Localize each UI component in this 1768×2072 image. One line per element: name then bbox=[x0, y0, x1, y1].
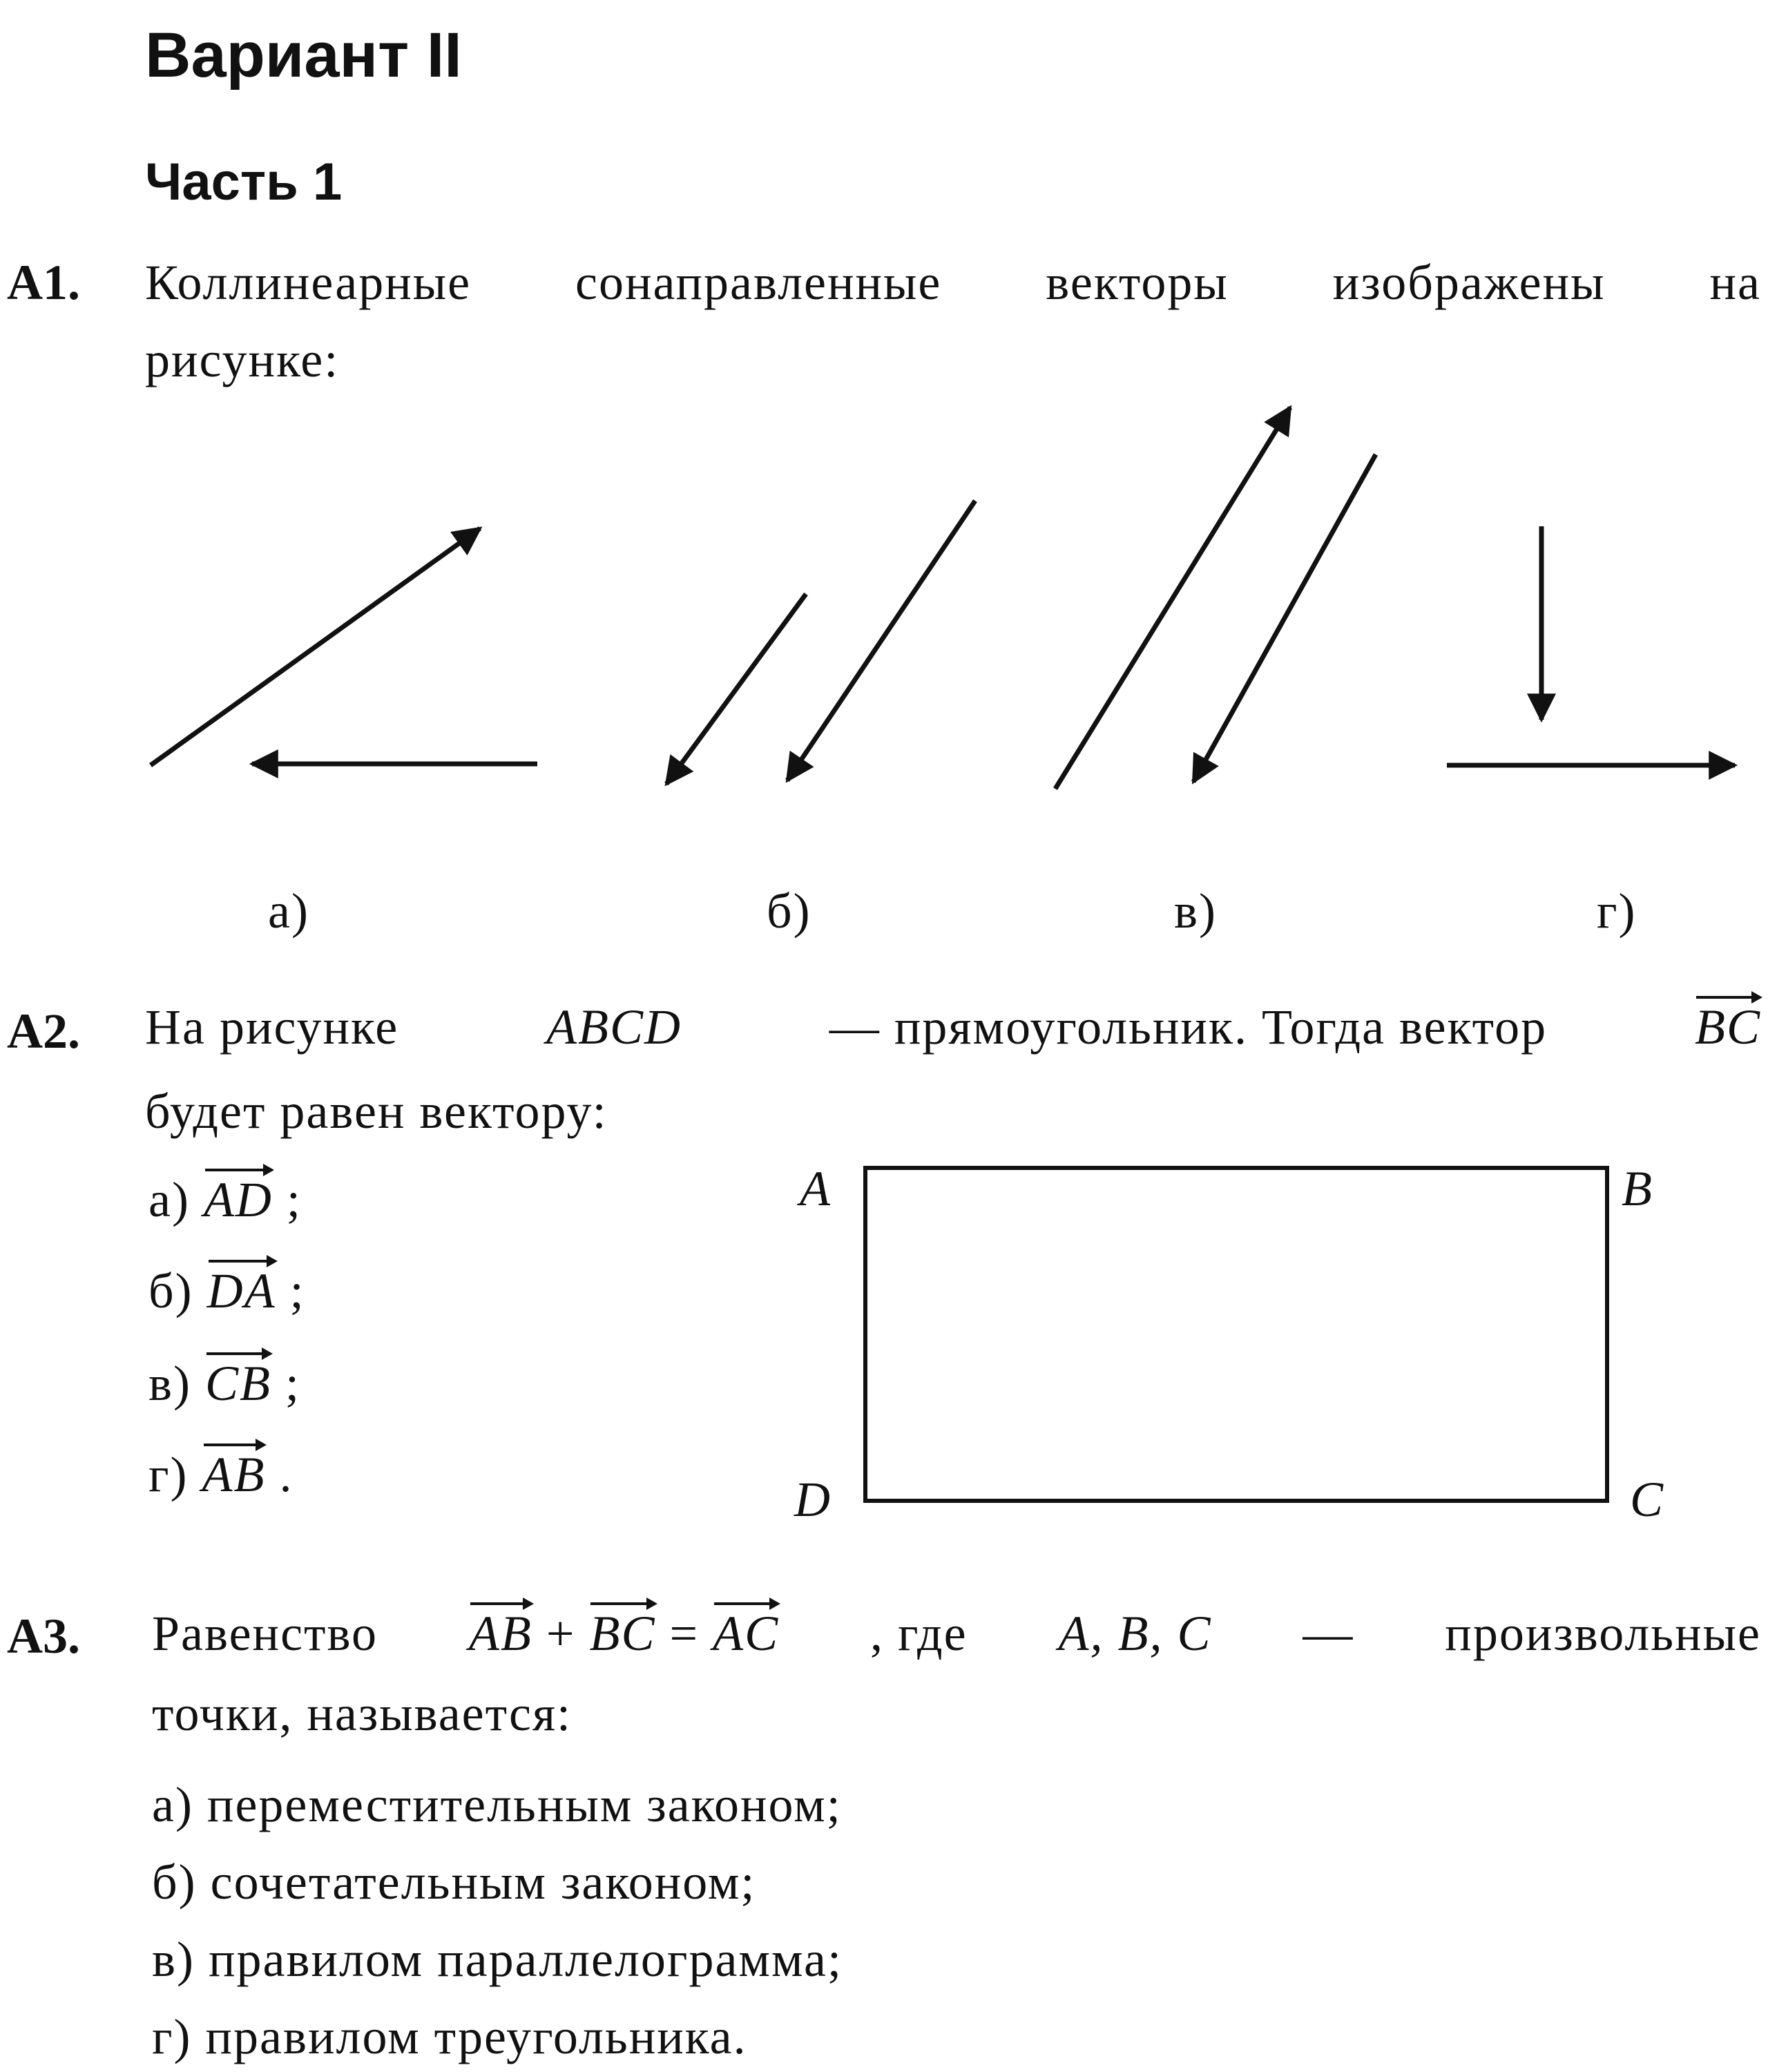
option-label-v: в) bbox=[1174, 883, 1217, 939]
question-a1-number: А1. bbox=[7, 255, 80, 310]
a3-word-end: произвольные bbox=[1445, 1606, 1761, 1661]
a1-word: сонаправленные bbox=[575, 255, 942, 310]
option-vector: AB bbox=[202, 1442, 266, 1504]
rectangle-abcd bbox=[863, 1166, 1609, 1503]
a3-vector-ab: AB bbox=[469, 1601, 532, 1662]
option-label: а) bbox=[148, 1172, 190, 1227]
a3-dash: — bbox=[1303, 1606, 1354, 1661]
vertex-d-label: D bbox=[794, 1472, 832, 1527]
question-a1-text-line2: рисунке: bbox=[145, 332, 340, 387]
vector-b-1 bbox=[666, 594, 806, 784]
a2-option-b bbox=[148, 1258, 305, 1320]
a3-option-b: б) сочетательным законом; bbox=[152, 1854, 756, 1910]
vertex-b-label: B bbox=[1622, 1161, 1653, 1216]
question-a2-text-line2: будет равен вектору: bbox=[145, 1084, 608, 1139]
vertex-c-label: C bbox=[1630, 1472, 1665, 1527]
option-end: ; bbox=[286, 1172, 302, 1227]
a1-word: на bbox=[1709, 255, 1761, 310]
a1-word: изображены bbox=[1332, 255, 1606, 310]
a3-vector-ac: AC bbox=[713, 1601, 779, 1662]
a2-option-v bbox=[148, 1351, 300, 1412]
option-label-g: г) bbox=[1597, 883, 1637, 939]
option-label: в) bbox=[148, 1356, 191, 1411]
question-a3-text-line2: точки, называется: bbox=[152, 1686, 573, 1741]
question-a1-text-line1 bbox=[145, 254, 1761, 311]
question-a2-number: А2. bbox=[7, 1004, 80, 1059]
vectors-figure bbox=[0, 387, 1768, 815]
a2-option-g bbox=[148, 1442, 293, 1504]
a3-formula bbox=[469, 1601, 779, 1662]
a2-option-a bbox=[148, 1167, 302, 1229]
vector-v-2 bbox=[1193, 454, 1376, 782]
option-label-b: б) bbox=[767, 883, 811, 939]
a3-text-after: , где bbox=[870, 1606, 968, 1661]
option-vector: CB bbox=[205, 1351, 271, 1412]
question-a2-text-line1 bbox=[145, 995, 1761, 1056]
option-end: ; bbox=[285, 1356, 301, 1411]
a1-word: Коллинеарные bbox=[145, 255, 472, 310]
question-a3-text-line1 bbox=[152, 1601, 1761, 1662]
option-end: ; bbox=[289, 1263, 305, 1318]
a3-points: A, B, C bbox=[1058, 1606, 1212, 1661]
part-heading: Часть 1 bbox=[145, 153, 343, 211]
a1-word: векторы bbox=[1046, 255, 1229, 310]
a3-plus: + bbox=[546, 1606, 576, 1661]
option-label: б) bbox=[148, 1263, 193, 1318]
a3-option-a: а) переместительным законом; bbox=[152, 1777, 842, 1832]
vertex-a-label: A bbox=[800, 1161, 832, 1216]
a3-word: Равенство bbox=[152, 1606, 378, 1661]
page-title: Вариант II bbox=[145, 20, 462, 90]
a2-vector-bc: BC bbox=[1695, 995, 1761, 1056]
a3-vector-bc: BC bbox=[589, 1601, 655, 1662]
a3-option-v: в) правилом параллелограмма; bbox=[152, 1932, 843, 1987]
option-label: г) bbox=[148, 1447, 189, 1502]
vector-a-1 bbox=[151, 528, 480, 765]
a2-figure-name: ABCD bbox=[546, 999, 682, 1055]
option-vector: DA bbox=[207, 1258, 276, 1320]
vector-v-1 bbox=[1055, 407, 1290, 789]
a3-equals: = bbox=[669, 1606, 700, 1661]
vector-b-2 bbox=[787, 501, 975, 780]
a2-text-part2: — прямоугольник. Тогда вектор bbox=[829, 999, 1548, 1055]
question-a3-number: А3. bbox=[7, 1609, 80, 1664]
option-end: . bbox=[279, 1447, 294, 1502]
a3-option-g: г) правилом треугольника. bbox=[152, 2009, 747, 2064]
a2-text-part1: На рисунке bbox=[145, 999, 399, 1055]
option-vector: AD bbox=[204, 1167, 273, 1229]
option-label-a: а) bbox=[268, 883, 309, 939]
